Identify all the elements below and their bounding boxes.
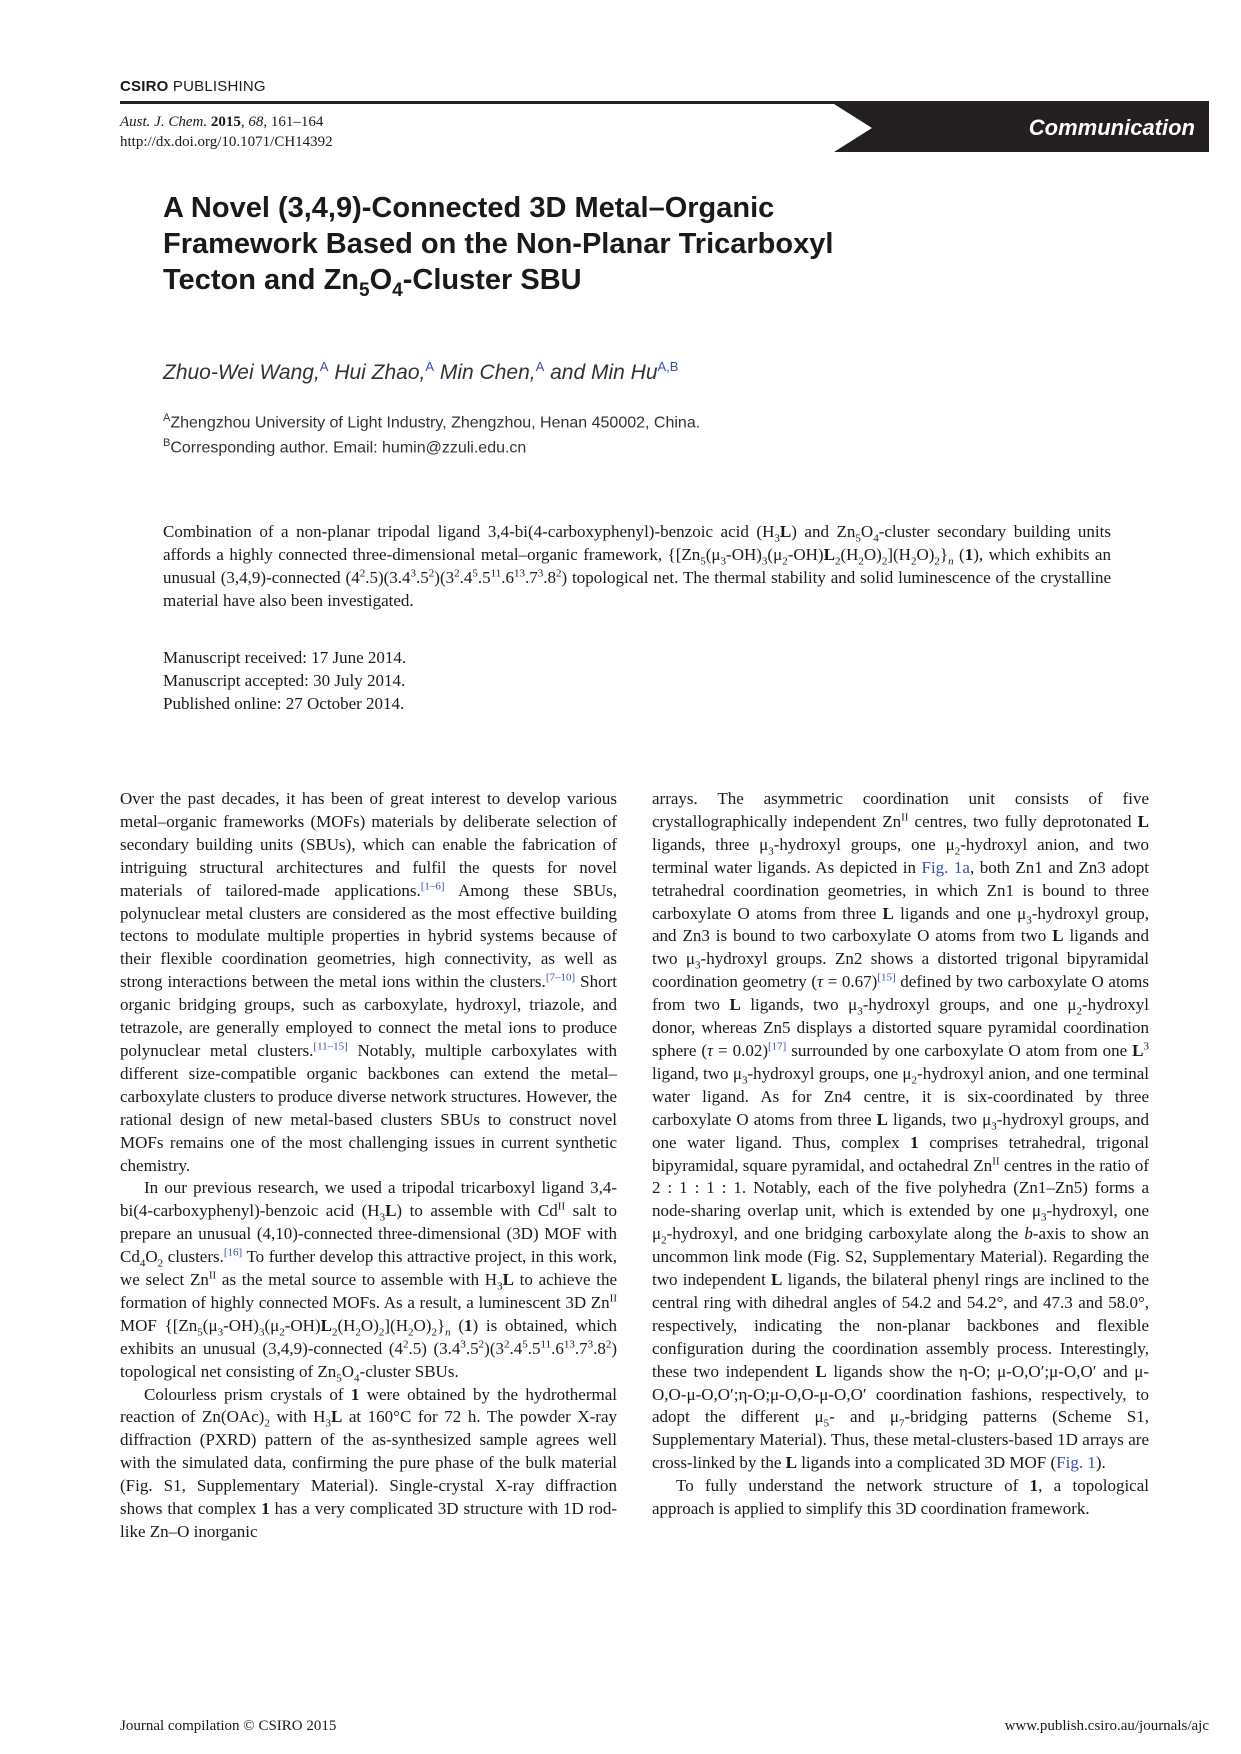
citation-link[interactable]: [11–15] <box>313 1040 348 1053</box>
journal-name: Aust. J. Chem. <box>120 114 208 130</box>
date-accepted: Manuscript accepted: 30 July 2014. <box>163 671 406 690</box>
author-name: Zhuo-Wei Wang, <box>163 361 320 384</box>
affiliation-a: $^A$Zhengzhou University of Light Industry, Zhengzhou, Henan 450002, China. <box>163 412 701 432</box>
body-column-right <box>652 788 1149 1521</box>
journal-citation: Aust. J. Chem. 2015, 68, 161–164 http://dx.doi.org/10.1071/CH14392 <box>120 114 333 150</box>
citation-link[interactable]: [16] <box>223 1246 243 1259</box>
figure-link[interactable]: Fig. 1 <box>1056 1453 1096 1473</box>
abstract: Combination of a non-planar tripodal ligand 3,4-bi(4-carboxyphenyl)-benzoic acid $(H_3L)$ and $Zn_5O_4$-cluster secondary building units affords a highly connected three-dimensional metal–organic framework, $\{[Zn_5(\mu_3-OH)_3(\mu_2-OH)L_2(H_2O)_2](H_2O)_2\}_n$ (1), which exhibits an unusual (3,4,9)-connected $(4^2.5)(3.4^3.5^2)(3^2.4^5.5^{11}.6^{13}.7^3.8^2)$ topological net. The thermal stability and solid luminescence of the crystalline material have also been investigated. <box>163 522 1111 610</box>
paragraph: In our previous research, we used a tripodal tricarboxyl ligand 3,4-bi(4-carboxyphenyl)-benzoic acid $(H_3L)$ to assemble with $Cd^{II}$ salt to prepare an unusual (4,10)-connected three-dimensional (3D) MOF with $Cd_4O_2$ clusters.[16] To further develop this attractive project, in this work, we select $Zn^{II}$ as the metal source to assemble with $H_3L$ to achieve the formation of highly connected MOFs. As a result, a luminescent 3D $Zn^{II}$ MOF $\{[Zn_5(\mu_3-OH)_3(\mu_2-OH)L_2(H_2O)_2](H_2O)_2\}_n$ (1) is obtained, which exhibits an unusual (3,4,9)-connected $(4^2.5)$ $(3.4^3.5^2)(3^2.4^5.5^{11}.6^{13}.7^3.8^2)$ topological net consisting of $Zn_5O_4$-cluster SBUs. <box>120 1178 618 1385</box>
author-name: Hui Zhao, <box>334 361 426 384</box>
citation-link[interactable]: [17] <box>768 1040 787 1053</box>
paragraph: Colourless prism crystals of 1 were obtained by the hydrothermal reaction of $Zn(OAc)_2$ with $H_3L$ at 160°C for 72 h. The powder X-ray diffraction (PXRD) pattern of the as-synthesized sample agrees well with the simulated data, confirming the pure phase of the bulk material (Fig. S1, Supplementary Material). Single-crystal X-ray diffraction shows that complex 1 has a very complicated 3D structure with 1D rod-like Zn–O inorganic <box>120 1384 617 1541</box>
footer-journal-url[interactable]: www.publish.csiro.au/journals/ajc <box>1004 1718 1209 1734</box>
paragraph: arrays. The asymmetric coordination unit consists of five crystallographically independent $Zn^{II}$ centres, two fully deprotonated L ligands, three $\mu_3$-hydroxyl groups, one $\mu_2$-hydroxyl anion, and two terminal water ligands. As depicted in Fig. 1a, both Zn1 and Zn3 adopt tetrahedral coordination geometries, in which Zn1 is bound to three carboxylate O atoms from three L ligands and one $\mu_3$-hydroxyl group, and Zn3 is bound to two carboxylate O atoms from two L ligands and two $\mu_3$-hydroxyl groups. Zn2 shows a distorted trigonal bipyramidal coordination geometry (τ = 0.67)[15] defined by two carboxylate O atoms from two L ligands, two $\mu_3$-hydroxyl groups, and one $\mu_2$-hydroxyl donor, whereas Zn5 displays a distorted square pyramidal coordination sphere (τ = 0.02)[17] surrounded by one carboxylate O atom from one $L^3$ ligand, two $\mu_3$-hydroxyl groups, one $\mu_2$-hydroxyl anion, and one terminal water ligand. As for Zn4 centre, it is six-coordinated by three carboxylate O atoms from three L ligands, two $\mu_3$-hydroxyl groups, and one water ligand. Thus, complex 1 comprises tetrahedral, trigonal bipyramidal, square pyramidal, and octahedral $Zn^{II}$ centres in the ratio of 2 : 1 : 1 : 1. Notably, each of the five polyhedra (Zn1–Zn5) forms a node-sharing overlap unit, which is extended by one $\mu_3$-hydroxyl, one $\mu_2$-hydroxyl, and one bridging carboxylate along the b-axis to show an uncommon link mode (Fig. S2, Supplementary Material). Regarding the two independent L ligands, the bilateral phenyl rings are inclined to the central ring with dihedral angles of 54.2 and 54.2°, and 47.3 and 58.0°, respectively, indicating the non-planar backbones and flexible configuration during the coordination assembly process. Interestingly, these two independent L ligands show the η-O; μ-O,O′;μ-O,O′ and μ-O,O-μ-O,O′;η-O;μ-O,O-μ-O,O′ coordination fashions, respectively, to adopt the different $\mu_5-$ and $\mu_7$-bridging patterns (Scheme S1, Supplementary Material). Thus, these metal-clusters-based 1D arrays are cross-linked by the L ligands into a complicated 3D MOF (Fig. 1). <box>652 789 1150 1473</box>
footer-copyright: Journal compilation © CSIRO 2015 <box>120 1718 337 1734</box>
doi-link[interactable]: http://dx.doi.org/10.1071/CH14392 <box>120 134 333 150</box>
figure-link[interactable]: Fig. 1a <box>921 857 970 877</box>
citation-link[interactable]: [15] <box>877 971 896 984</box>
paragraph: Over the past decades, it has been of great interest to develop various metal–organic frameworks (MOFs) materials by deliberate selection of secondary building units (SBUs), which can enable the fabrication of intriguing structural architectures and fulfil the quests for novel materials of tailored-made applications.[1–6] Among these SBUs, polynuclear metal clusters are considered as the most effective building tectons to modulate multiple properties in hybrid systems because of their flexible coordination geometries, high connectivity, as well as strong interactions between the metal ions within the clusters.[7–10] Short organic bridging groups, such as carboxylate, hydroxyl, triazole, and tetrazole, are generally employed to connect the metal ions to produce polynuclear metal clusters.[11–15] Notably, multiple carboxylates with different size-compatible organic backbones can extend the metal–carboxylate clusters to produce diverse network structures. However, the rational design of new metal-based clusters SBUs to construct novel MOFs remains one of the most challenging issues in current synthetic chemistry. <box>120 789 617 1175</box>
author-name: Min Chen, <box>439 361 536 384</box>
date-published: Published online: 27 October 2014. <box>163 694 405 713</box>
article-title: A Novel (3,4,9)-Connected 3D Metal–Organic Framework Based on the Non-Planar Tricarboxyl Tecton and $Zn_5O_4$-Cluster SBU <box>163 192 834 301</box>
publisher-name: CSIRO PUBLISHING <box>120 78 266 95</box>
body-column-left <box>120 788 617 1544</box>
citation-link[interactable]: [1–6] <box>420 879 445 892</box>
paragraph: To fully understand the network structure of 1, a topological approach is applied to simplify this 3D coordination framework. <box>652 1476 1149 1519</box>
affiliation-b: $^B$Corresponding author. Email: humin@zzuli.edu.cn <box>163 437 527 457</box>
date-received: Manuscript received: 17 June 2014. <box>163 648 407 667</box>
citation-link[interactable]: [7–10] <box>545 971 576 984</box>
author-name: and Min Hu <box>550 361 658 384</box>
author-list: Zhuo-Wei Wang,$^A$ Hui Zhao,$^A$ Min Chen,$^A$ and Min $Hu^{A,B}$ <box>163 359 679 384</box>
article-type-label: Communication <box>1028 115 1195 140</box>
